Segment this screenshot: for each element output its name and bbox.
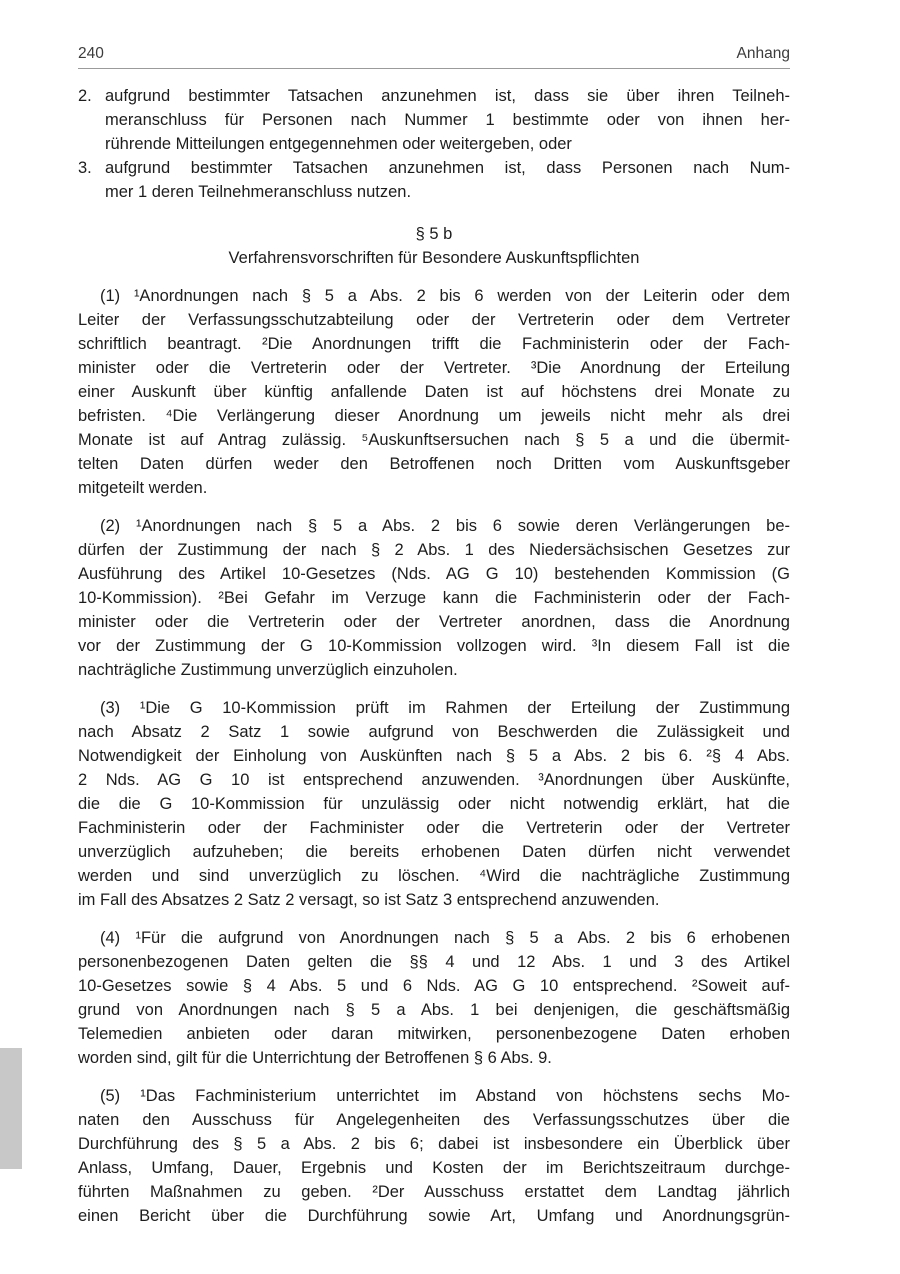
- text-line: Leiter der Verfassungsschutzabteilung oder der Vertreterin oder dem Vertreter: [78, 311, 790, 329]
- list-item: [78, 156, 790, 204]
- list-item: [78, 84, 790, 156]
- text-line: aufgrund bestimmter Tatsachen anzunehmen ist, dass Personen nach Num-: [105, 159, 790, 177]
- page-header: [78, 44, 790, 69]
- section-number: § 5 b: [415, 225, 453, 243]
- text-line: Anlass, Umfang, Dauer, Ergebnis und Kosten der im Berichtszeitraum durchge-: [78, 1159, 790, 1177]
- text-line: Ausführung des Artikel 10-Gesetzes (Nds. AG G 10) bestehenden Kommission (G: [78, 565, 790, 583]
- text-line: aufgrund bestimmter Tatsachen anzunehmen ist, dass sie über ihren Teilneh-: [105, 87, 790, 105]
- text-line: Fachministerin oder der Fachminister oder die Vertreterin oder der Vertreter: [78, 819, 790, 837]
- text-line: 10-Gesetzes sowie § 4 Abs. 5 und 6 Nds. AG G 10 entsprechend. ²Soweit auf-: [78, 977, 790, 995]
- text-line: vor der Zustimmung der G 10-Kommission vollzogen wird. ³In diesem Fall ist die: [78, 637, 790, 655]
- text-line: schriftlich beantragt. ²Die Anordnungen trifft die Fachministerin oder der Fach-: [78, 335, 790, 353]
- text-line: minister oder die Vertreterin oder der Vertreter anordnen, dass die Anordnung: [78, 613, 790, 631]
- paragraph-2: [78, 514, 790, 682]
- text-line: im Fall des Absatzes 2 Satz 2 versagt, so ist Satz 3 entsprechend anzuwenden.: [78, 891, 660, 909]
- text-line: Notwendigkeit der Einholung von Auskünften nach § 5 a Abs. 2 bis 6. ²§ 4 Abs.: [78, 747, 790, 765]
- text-line: 2 Nds. AG G 10 ist entsprechend anzuwenden. ³Anordnungen über Auskünfte,: [78, 771, 790, 789]
- paragraph-4: [78, 926, 790, 1070]
- paragraph-5: [78, 1084, 790, 1228]
- text-line: meranschluss für Personen nach Nummer 1 bestimmte oder von ihnen her-: [105, 111, 790, 129]
- text-line: einer Auskunft über künftig anfallende Daten ist auf höchstens drei Monate zu: [78, 383, 790, 401]
- text-line: mitgeteilt werden.: [78, 479, 208, 497]
- list-marker: 3.: [78, 159, 92, 177]
- list-marker: 2.: [78, 87, 92, 105]
- text-line: (4) ¹Für die aufgrund von Anordnungen nach § 5 a Abs. 2 bis 6 erhobenen: [100, 929, 790, 947]
- text-line: mer 1 deren Teilnehmeranschluss nutzen.: [105, 183, 412, 201]
- text-line: telten Daten dürfen weder den Betroffenen noch Dritten vom Auskunftsgeber: [78, 455, 790, 473]
- page-edge-tab: [0, 1048, 22, 1169]
- text-line: naten den Ausschuss für Angelegenheiten des Verfassungsschutzes über die: [78, 1111, 790, 1129]
- text-line: grund von Anordnungen nach § 5 a Abs. 1 bei denjenigen, die geschäftsmäßig: [78, 1001, 790, 1019]
- section-title: Verfahrensvorschriften für Besondere Auskunftspflichten: [228, 249, 640, 267]
- page-content: [78, 84, 790, 1228]
- text-line: werden und sind unverzüglich zu löschen. ⁴Wird die nachträgliche Zustimmung: [78, 867, 790, 885]
- text-line: nachträgliche Zustimmung unverzüglich einzuholen.: [78, 661, 458, 679]
- text-line: die die G 10-Kommission für unzulässig oder nicht notwendig erklärt, hat die: [78, 795, 790, 813]
- text-line: 10-Kommission). ²Bei Gefahr im Verzuge kann die Fachministerin oder der Fach-: [78, 589, 790, 607]
- list-item-text: [105, 156, 790, 204]
- text-line: Durchführung des § 5 a Abs. 2 bis 6; dabei ist insbesondere ein Überblick über: [78, 1135, 790, 1153]
- text-line: unverzüglich aufzuheben; die bereits erhobenen Daten dürfen nicht verwendet: [78, 843, 790, 861]
- text-line: rührende Mitteilungen entgegennehmen oder weitergeben, oder: [105, 135, 572, 153]
- text-line: (2) ¹Anordnungen nach § 5 a Abs. 2 bis 6 sowie deren Verlängerungen be-: [100, 517, 790, 535]
- text-line: einen Bericht über die Durchführung sowie Art, Umfang und Anordnungsgrün-: [78, 1207, 790, 1225]
- text-line: nach Absatz 2 Satz 1 sowie aufgrund von Beschwerden die Zulässigkeit und: [78, 723, 790, 741]
- text-line: führten Maßnahmen zu geben. ²Der Ausschuss erstattet dem Landtag jährlich: [78, 1183, 790, 1201]
- text-line: personenbezogenen Daten gelten die §§ 4 und 12 Abs. 1 und 3 des Artikel: [78, 953, 790, 971]
- text-line: worden sind, gilt für die Unterrichtung der Betroffenen § 6 Abs. 9.: [78, 1049, 552, 1067]
- page-number: 240: [78, 45, 104, 62]
- text-line: Telemedien anbieten oder daran mitwirken, personenbezogene Daten erhoben: [78, 1025, 790, 1043]
- paragraph-3: [78, 696, 790, 912]
- text-line: minister oder die Vertreterin oder der Vertreter. ³Die Anordnung der Erteilung: [78, 359, 790, 377]
- paragraph-1: [78, 284, 790, 500]
- text-line: dürfen der Zustimmung der nach § 2 Abs. 1 des Niedersächsischen Gesetzes zur: [78, 541, 790, 559]
- list-item-text: [105, 84, 790, 156]
- text-line: (1) ¹Anordnungen nach § 5 a Abs. 2 bis 6 werden von der Leiterin oder dem: [100, 287, 790, 305]
- text-line: (3) ¹Die G 10-Kommission prüft im Rahmen der Erteilung der Zustimmung: [100, 699, 790, 717]
- section-heading: [78, 222, 790, 270]
- text-line: (5) ¹Das Fachministerium unterrichtet im Abstand von höchstens sechs Mo-: [100, 1087, 790, 1105]
- running-header: Anhang: [736, 45, 790, 62]
- text-line: Monate ist auf Antrag zulässig. ⁵Auskunftsersuchen nach § 5 a und die übermit-: [78, 431, 790, 449]
- text-line: befristen. ⁴Die Verlängerung dieser Anordnung um jeweils nicht mehr als drei: [78, 407, 790, 425]
